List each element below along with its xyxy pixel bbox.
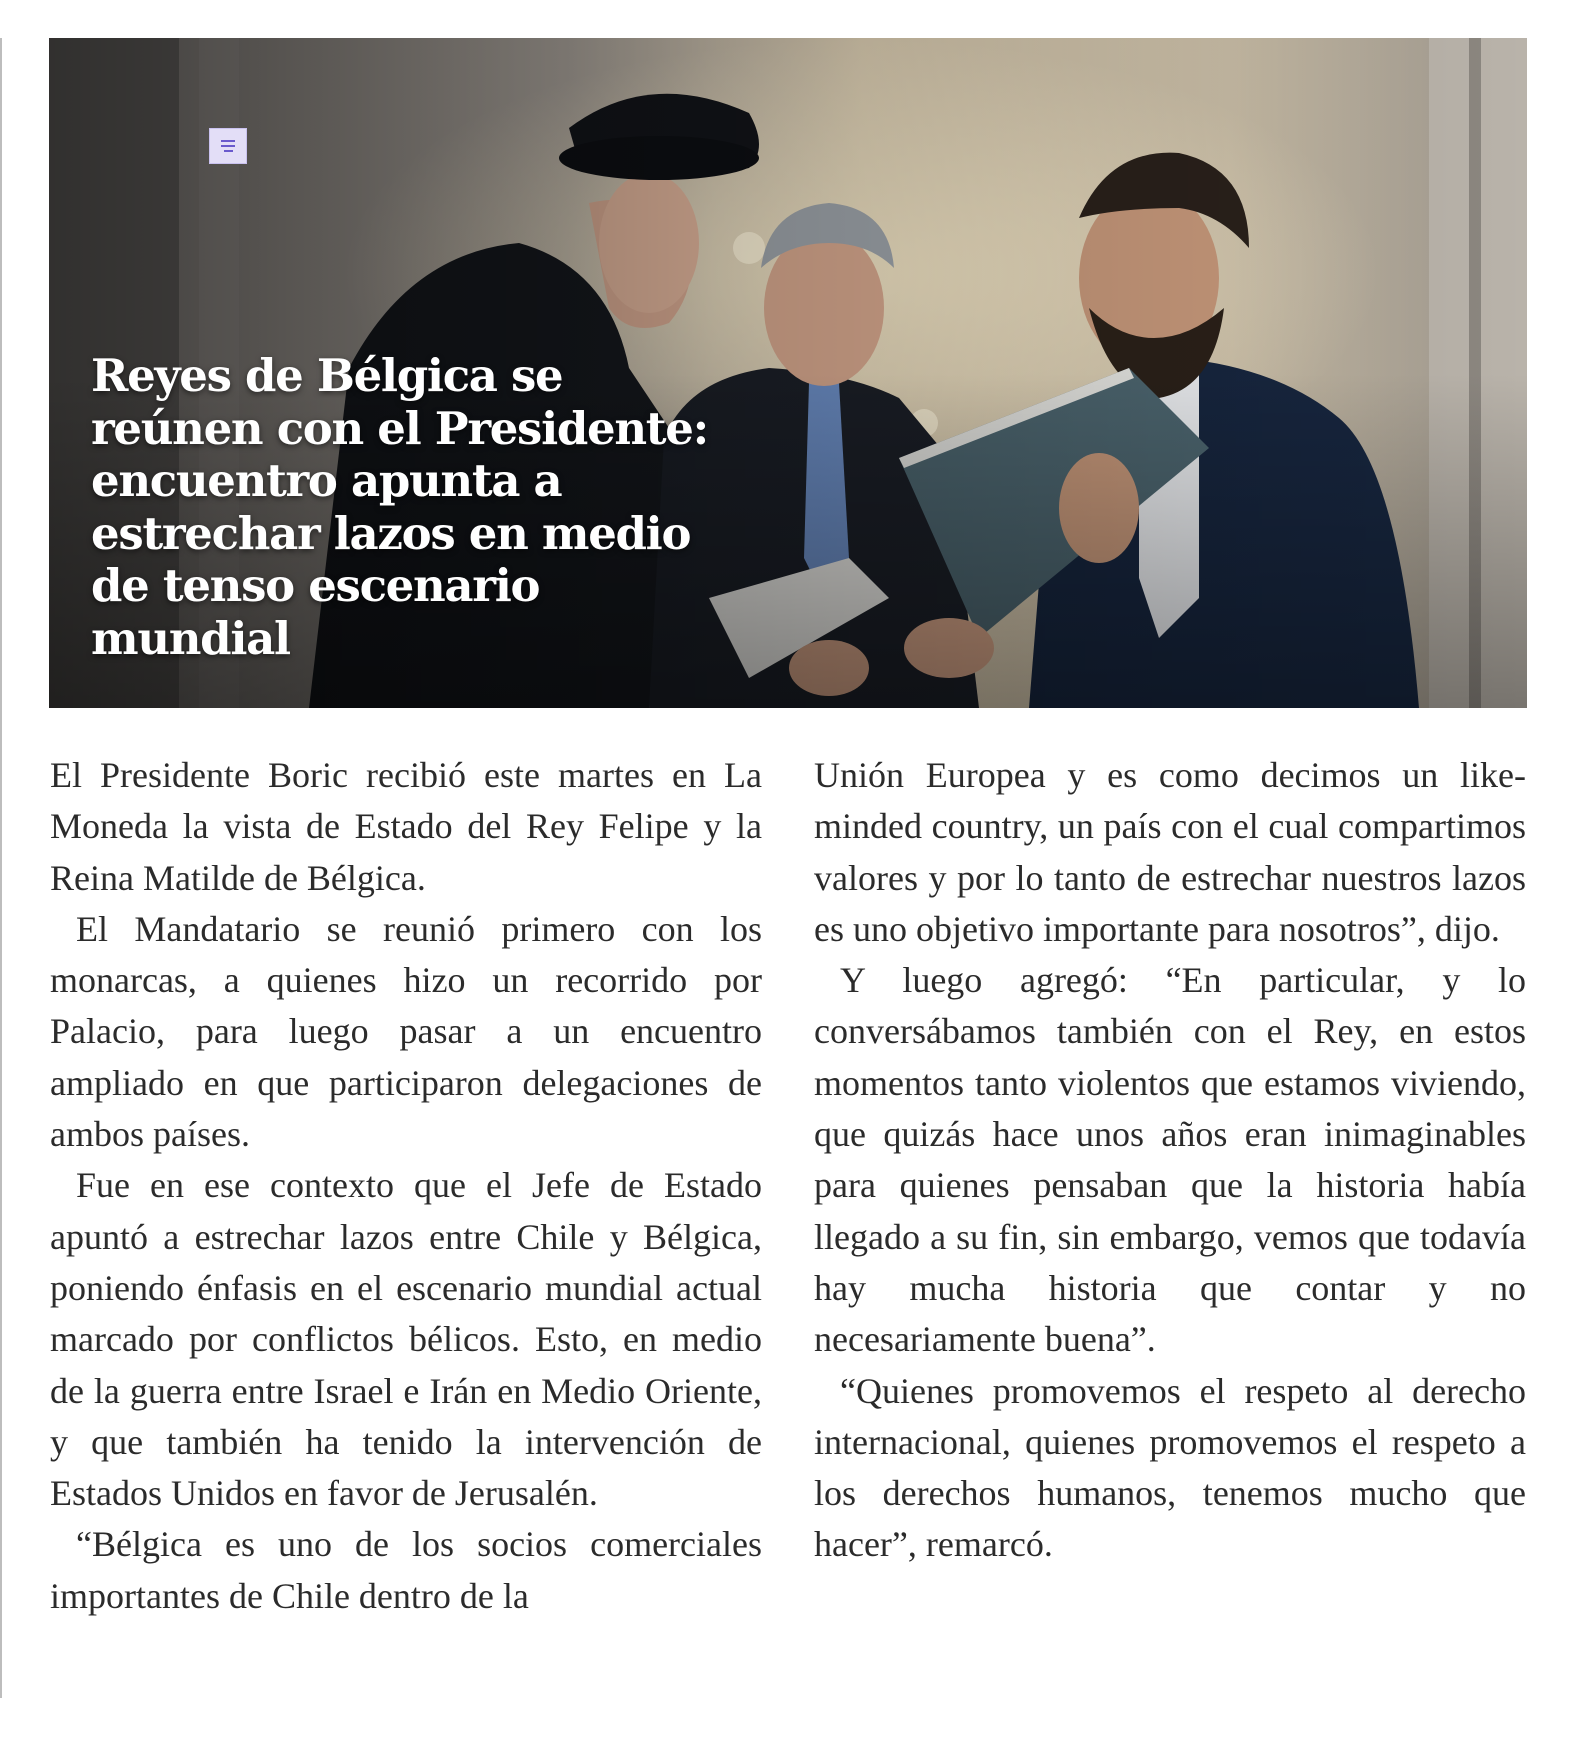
page-left-rule bbox=[0, 38, 2, 1698]
article-column-right bbox=[814, 750, 1526, 1571]
headline: Reyes de Bélgica se reúnen con el Presidente: encuentro apunta a estrechar lazos en medio de tenso escenario mundial bbox=[91, 349, 708, 665]
paragraph: “Bélgica es uno de los socios comerciales importantes de Chile dentro de la bbox=[50, 1524, 762, 1616]
paragraph: Fue en ese contexto que el Jefe de Estado apuntó a estrechar lazos entre Chile y Bélgica, poniendo énfasis en el escenario mundial actual marcado por conflictos bélicos. Esto, en medio de la guerra entre Israel e Irán en Medio Oriente, y que también ha tenido la intervención de Estados Unidos en favor de Jerusalén. bbox=[50, 1165, 762, 1514]
paragraph: Y luego agregó: “En particular, y lo conversábamos también con el Rey, en estos momentos tanto violentos que estamos viviendo, que quizás hace unos años eran inimaginables para quienes pensaban que la historia había llegado a su fin, sin embargo, vemos que todavía hay mucha historia que contar y no necesariamente buena”. bbox=[814, 960, 1526, 1360]
hero-photo bbox=[49, 38, 1527, 708]
paragraph: El Mandatario se reunió primero con los monarcas, a quienes hizo un recorrido por Palacio, para luego pasar a un encuentro ampliado en que participaron delegaciones de ambos países. bbox=[50, 908, 762, 1155]
paragraph: El Presidente Boric recibió este martes en La Moneda la vista de Estado del Rey Felipe y la Reina Matilde de Bélgica. bbox=[50, 755, 762, 898]
note-icon[interactable] bbox=[209, 128, 247, 164]
article-column-left bbox=[50, 750, 762, 1622]
paragraph: “Quienes promovemos el respeto al derecho internacional, quienes promovemos el respeto a los derechos humanos, tenemos mucho que hacer”, remarcó. bbox=[814, 1370, 1526, 1565]
paragraph: Unión Europea y es como decimos un like-minded country, un país con el cual compartimos valores y por lo tanto de estrechar nuestros lazos es uno objetivo importante para nosotros”, dijo. bbox=[814, 755, 1526, 949]
